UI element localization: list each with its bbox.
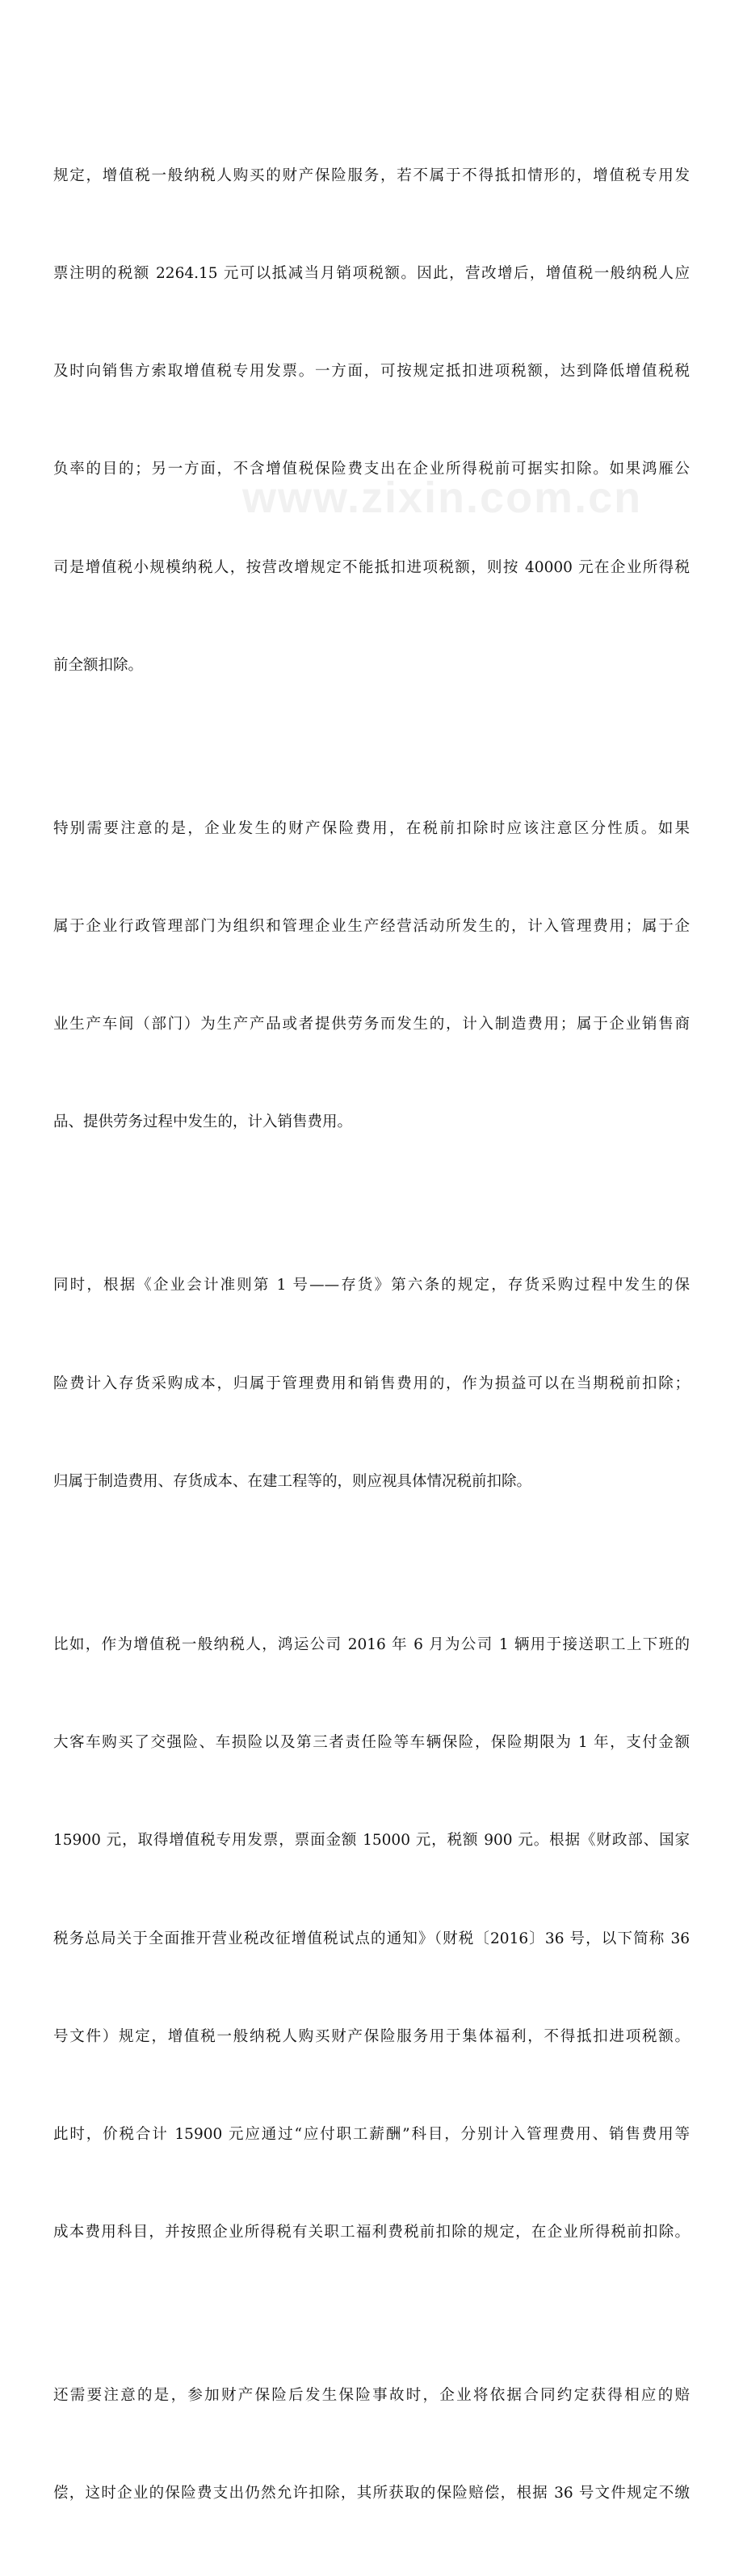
text-line: 大客车购买了交强险、车损险以及第三者责任险等车辆保险，保险期限为 1 年，支付金额 xyxy=(53,1734,690,1752)
text-line: 还需要注意的是，参加财产保险后发生保险事故时，企业将依据合同约定获得相应的赔 xyxy=(53,2387,690,2405)
text-line: 负率的目的；另一方面，不含增值税保险费支出在企业所得税前可据实扣除。如果鸿雁公 xyxy=(53,461,690,478)
text-line: 业生产车间（部门）为生产产品或者提供劳务而发生的，计入制造费用；属于企业销售商 xyxy=(53,1016,690,1033)
text-line: 税务总局关于全面推开营业税改征增值税试点的通知》（财税〔2016〕36 号，以下简称 36 xyxy=(53,1930,690,1947)
text-line: 同时，根据《企业会计准则第 1 号——存货》第六条的规定，存货采购过程中发生的保 xyxy=(53,1277,690,1294)
text-line: 品、提供劳务过程中发生的，计入销售费用。 xyxy=(53,1113,353,1131)
paragraph-5 xyxy=(53,2314,690,2575)
text-line: 前全额扣除。 xyxy=(53,656,144,674)
paragraph-4 xyxy=(53,1564,690,2314)
text-line: 险费计入存货采购成本，归属于管理费用和销售费用的，作为损益可以在当期税前扣除； xyxy=(53,1374,690,1392)
text-line: 偿，这时企业的保险费支出仍然允许扣除，其所获取的保险赔偿，根据 36 号文件规定不缴 xyxy=(53,2485,690,2502)
text-line: 归属于制造费用、存货成本、在建工程等的，则应视具体情况税前扣除。 xyxy=(53,1472,532,1490)
text-line: 司是增值税小规模纳税人，按营改增规定不能抵扣进项税额，则按 40000 元在企业所得税 xyxy=(53,558,690,576)
text-line: 比如，作为增值税一般纳税人，鸿运公司 2016 年 6 月为公司 1 辆用于接送职工上下班的 xyxy=(53,1635,690,1653)
document-body xyxy=(53,95,690,2576)
paragraph-2 xyxy=(53,747,690,1205)
text-line: 号文件）规定，增值税一般纳税人购买财产保险服务用于集体福利，不得抵扣进项税额。 xyxy=(53,2027,690,2045)
text-line: 15900 元，取得增值税专用发票，票面金额 15000 元，税额 900 元。根据《财政部、国家 xyxy=(53,1832,690,1850)
text-line: 及时向销售方索取增值税专用发票。一方面，可按规定抵扣进项税额，达到降低增值税税 xyxy=(53,363,690,381)
paragraph-1 xyxy=(53,95,690,747)
text-line: 成本费用科目，并按照企业所得税有关职工福利费税前扣除的规定，在企业所得税前扣除。 xyxy=(53,2224,690,2241)
text-line: 规定，增值税一般纳税人购买的财产保险服务，若不属于不得抵扣情形的，增值税专用发 xyxy=(53,166,690,184)
paragraph-3 xyxy=(53,1205,690,1564)
text-line: 属于企业行政管理部门为组织和管理企业生产经营活动所发生的，计入管理费用；属于企 xyxy=(53,918,690,936)
text-line: 票注明的税额 2264.15 元可以抵减当月销项税额。因此，营改增后，增值税一般纳税人应 xyxy=(53,265,690,283)
watermark: www.zixin.com.cn xyxy=(242,474,643,522)
text-line: 此时，价税合计 15900 元应通过“应付职工薪酬”科目，分别计入管理费用、销售费用等 xyxy=(53,2125,690,2143)
text-line: 特别需要注意的是，企业发生的财产保险费用，在税前扣除时应该注意区分性质。如果 xyxy=(53,819,690,837)
